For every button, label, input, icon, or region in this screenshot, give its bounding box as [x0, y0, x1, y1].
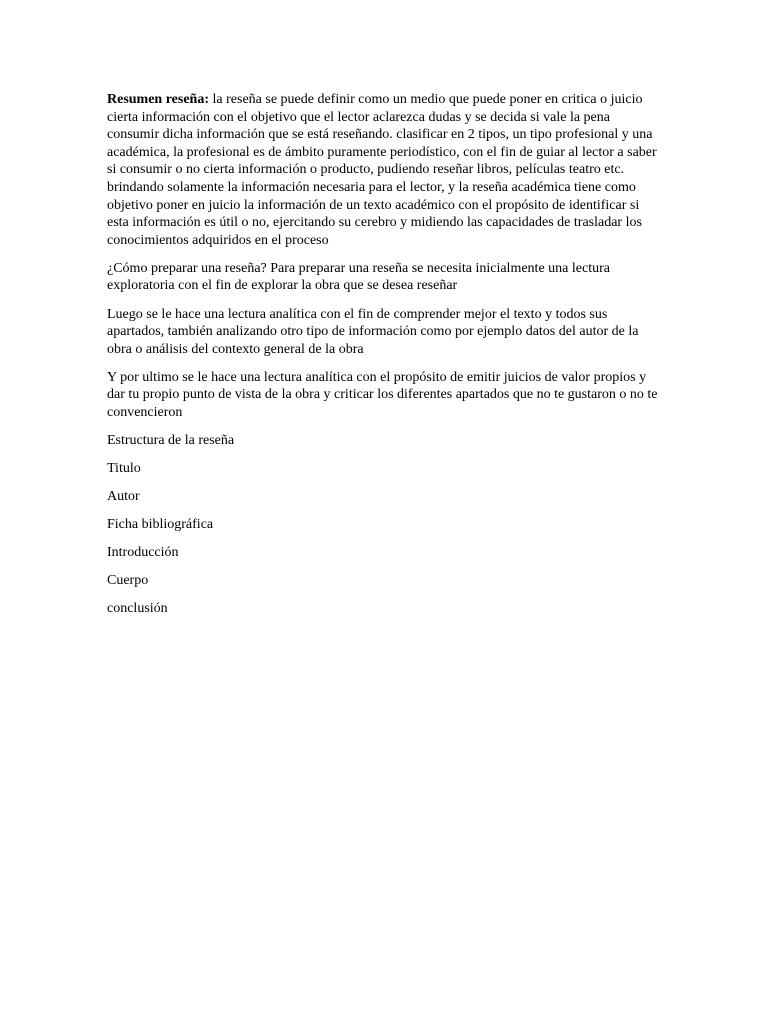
structure-item-title: Titulo: [107, 461, 141, 477]
paragraph-analytic-reading: Luego se le hace una lectura analítica con el fin de comprender mejor el texto y todos sus apartados, también analizando otro tipo de información como por ejemplo datos del autor de la obra o análisis del contexto general de la obra: [107, 306, 639, 357]
structure-item-author: Autor: [107, 489, 140, 505]
paragraph-final-reading: Y por ultimo se le hace una lectura analítica con el propósito de emitir juicios de valor propios y dar tu propio punto de vista de la obra y criticar los diferentes apartados que no te gustaron o no te convencieron: [107, 369, 658, 420]
document-body: [107, 91, 663, 628]
structure-heading: Estructura de la reseña: [107, 433, 235, 449]
summary-text: la reseña se puede definir como un medio que puede poner en critica o juicio cierta información con el objetivo que el lector aclarezca dudas y se decida si vale la pena consumir dicha información que se está reseñando. clasificar en 2 tipos, un tipo profesional y una académica, la profesional es de ámbito puramente periodístico, con el fin de guiar al lector a saber si consumir o no cierta información o producto, pudiendo reseñar libros, películas teatro etc. brindando solamente la información necesaria para el lector, y la reseña académica tiene como objetivo poner en juicio la información de un texto académico con el propósito de identificar si esta información es útil o no, ejercitando su cerebro y midiendo las capacidades de trasladar los conocimientos adquiridos en el proceso: [107, 92, 657, 248]
summary-heading: Resumen reseña:: [107, 92, 210, 107]
summary-paragraph: [107, 91, 663, 249]
structure-item-bibliographic-card: Ficha bibliográfica: [107, 517, 214, 533]
structure-item-introduction: Introducción: [107, 545, 179, 561]
structure-item-conclusion: conclusión: [107, 601, 168, 616]
paragraph-how-to-prepare: ¿Cómo preparar una reseña? Para preparar una reseña se necesita inicialmente una lectura exploratoria con el fin de explorar la obra que se desea reseñar: [107, 260, 610, 294]
structure-item-body: Cuerpo: [107, 573, 149, 589]
